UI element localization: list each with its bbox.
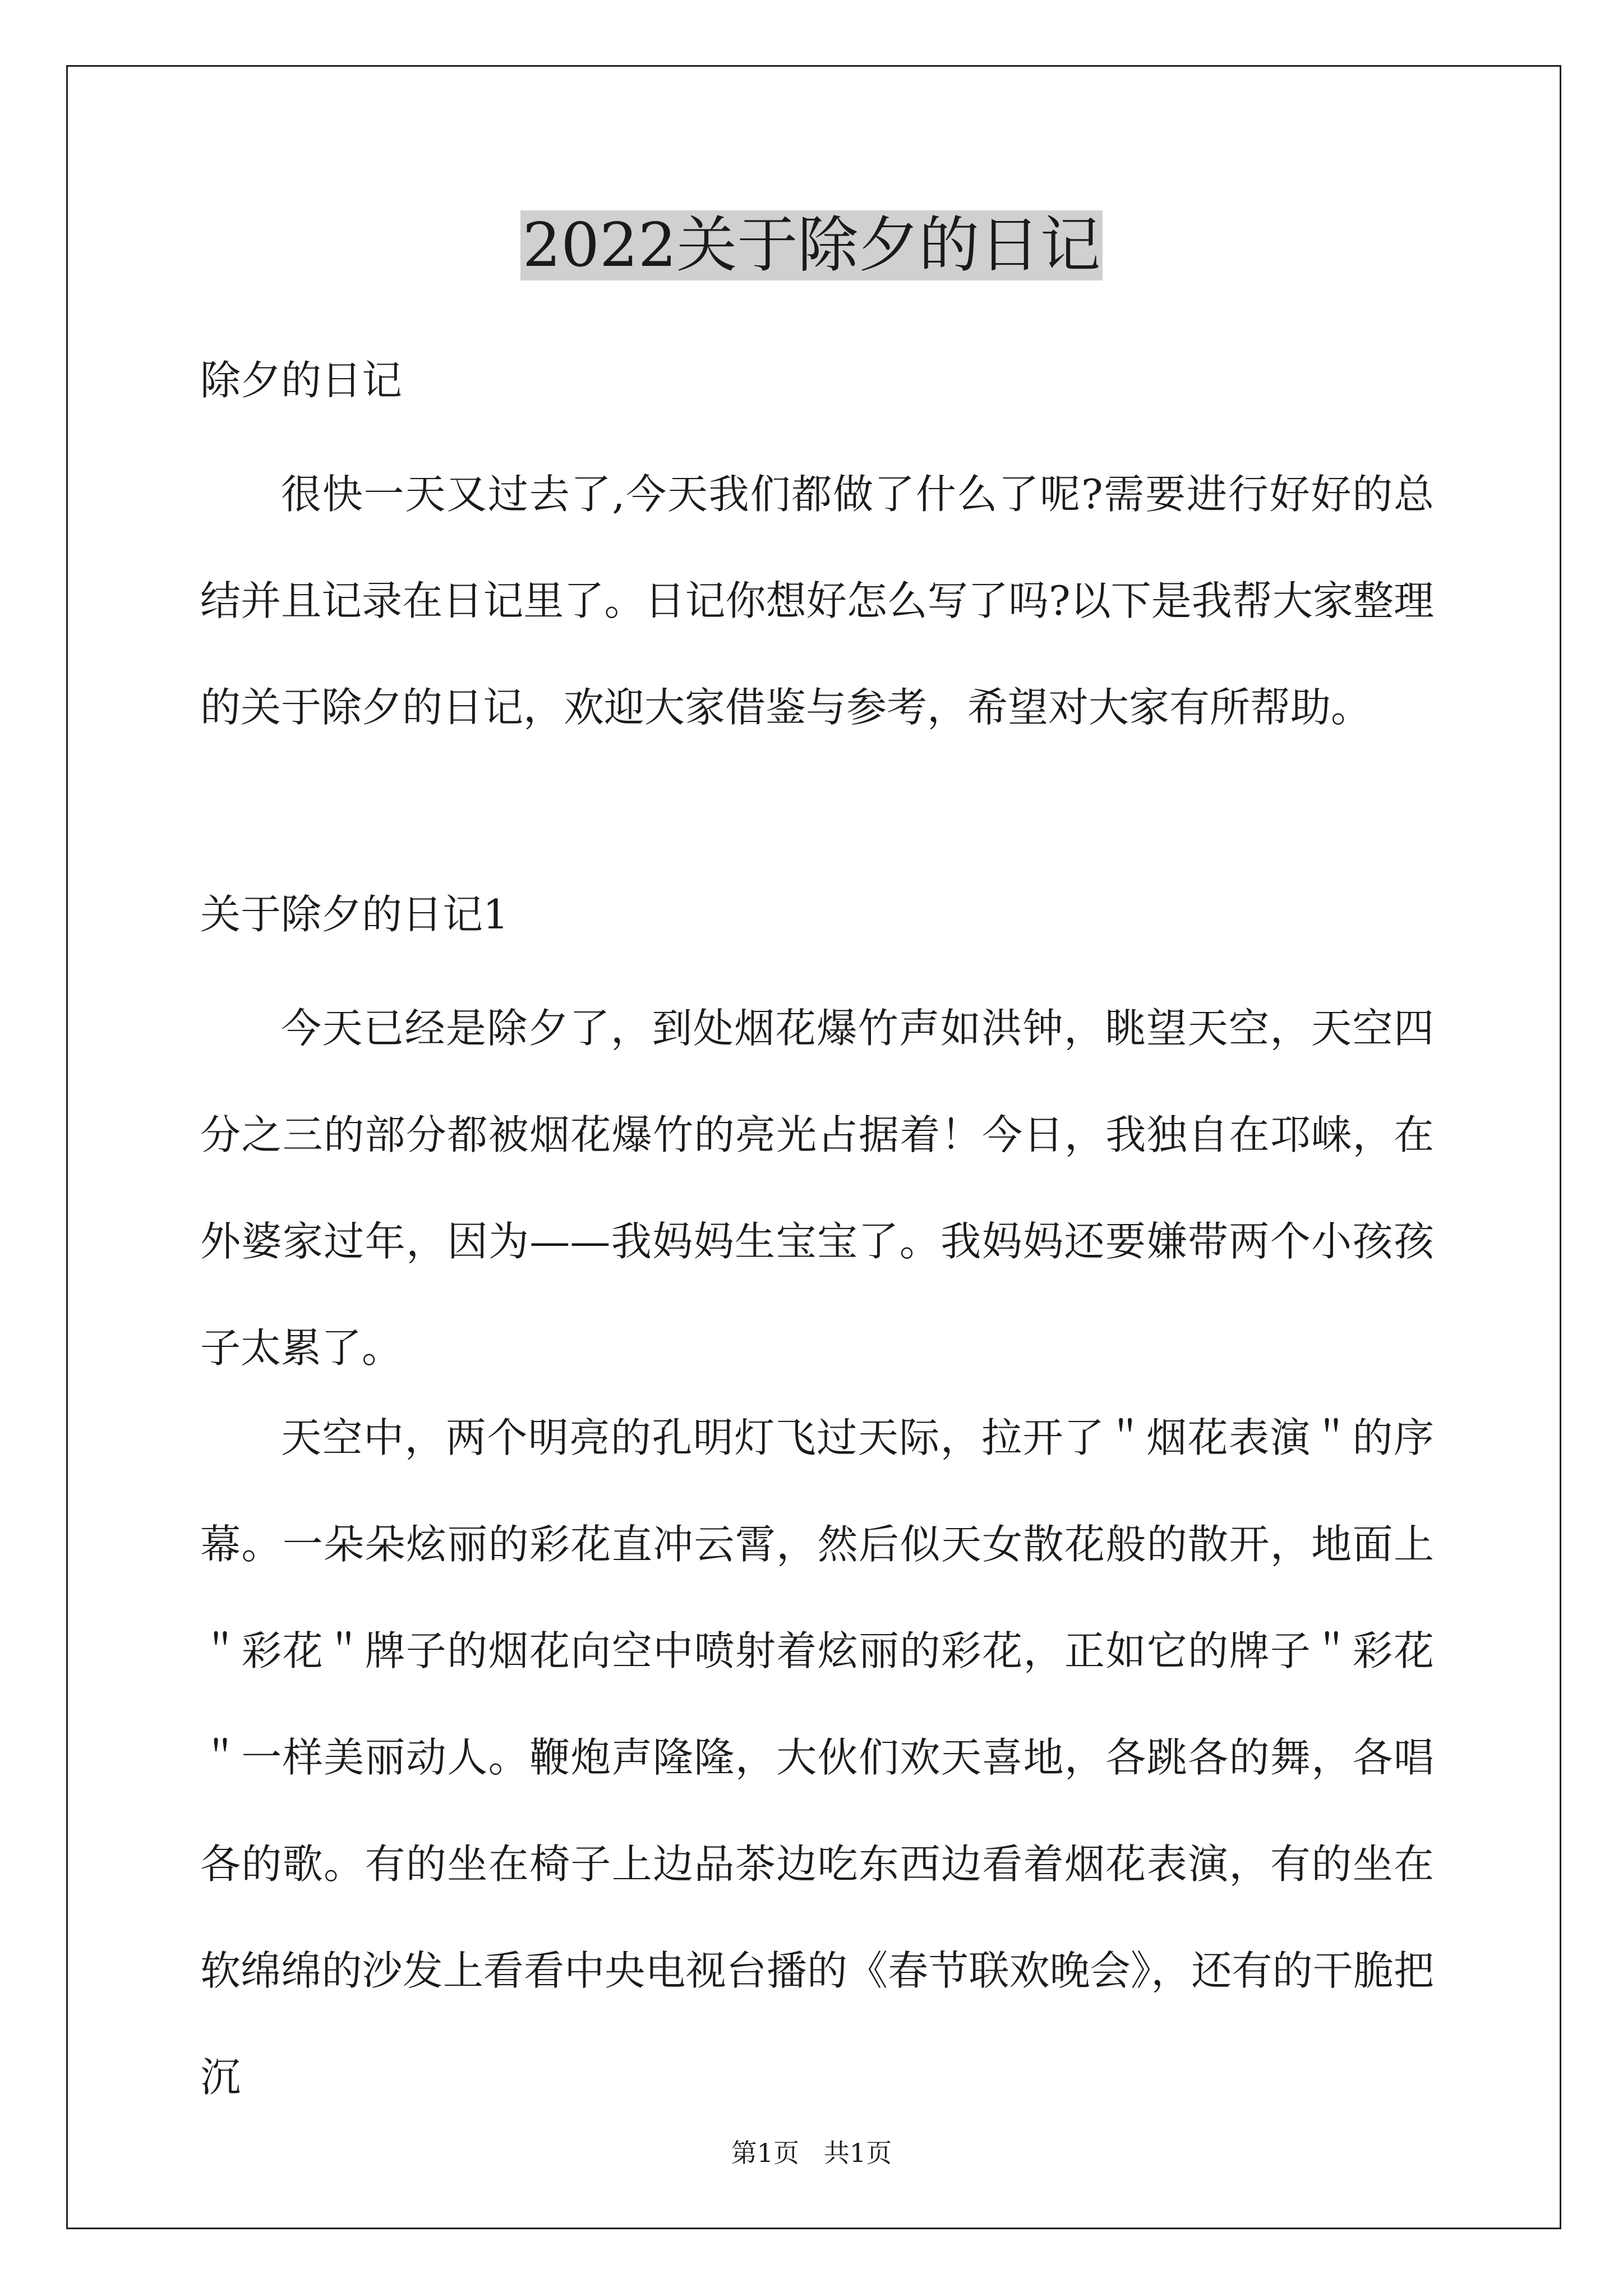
section1-heading: 关于除夕的日记1 <box>200 891 509 938</box>
page-footer: 第1页 共1页 <box>731 2138 892 2168</box>
document-title-text: 2022关于除夕的日记 <box>520 210 1103 280</box>
document-title <box>0 206 1623 285</box>
section1-paragraph-2: 天空中，两个明亮的孔明灯飞过天际，拉开了＂烟花表演＂的序幕。一朵朵炫丽的彩花直冲云霄，然后似天女散花般的散开，地面上＂彩花＂牌子的烟花向空中喷射着炫丽的彩花，正如它的牌子＂彩花＂一样美丽动人。鞭炮声隆隆，大伙们欢天喜地，各跳各的舞，各唱各的歌。有的坐在椅子上边品茶边吃东西边看着烟花表演，有的坐在软绵绵的沙发上看看中央电视台播的《春节联欢晚会》，还有的干脆把沉 <box>200 1414 1434 2101</box>
intro-heading: 除夕的日记 <box>200 357 403 404</box>
intro-paragraph: 很快一天又过去了,今天我们都做了什么了呢?需要进行好好的总结并且记录在日记里了。日记你想好怎么写了吗?以下是我帮大家整理的关于除夕的日记，欢迎大家借鉴与参考，希望对大家有所帮助。 <box>200 471 1434 731</box>
section1-paragraph-1: 今天已经是除夕了，到处烟花爆竹声如洪钟，眺望天空，天空四分之三的部分都被烟花爆竹的亮光占据着！今日，我独自在邛崃，在外婆家过年，因为——我妈妈生宝宝了。我妈妈还要嫌带两个小孩孩子太累了。 <box>200 1005 1434 1372</box>
